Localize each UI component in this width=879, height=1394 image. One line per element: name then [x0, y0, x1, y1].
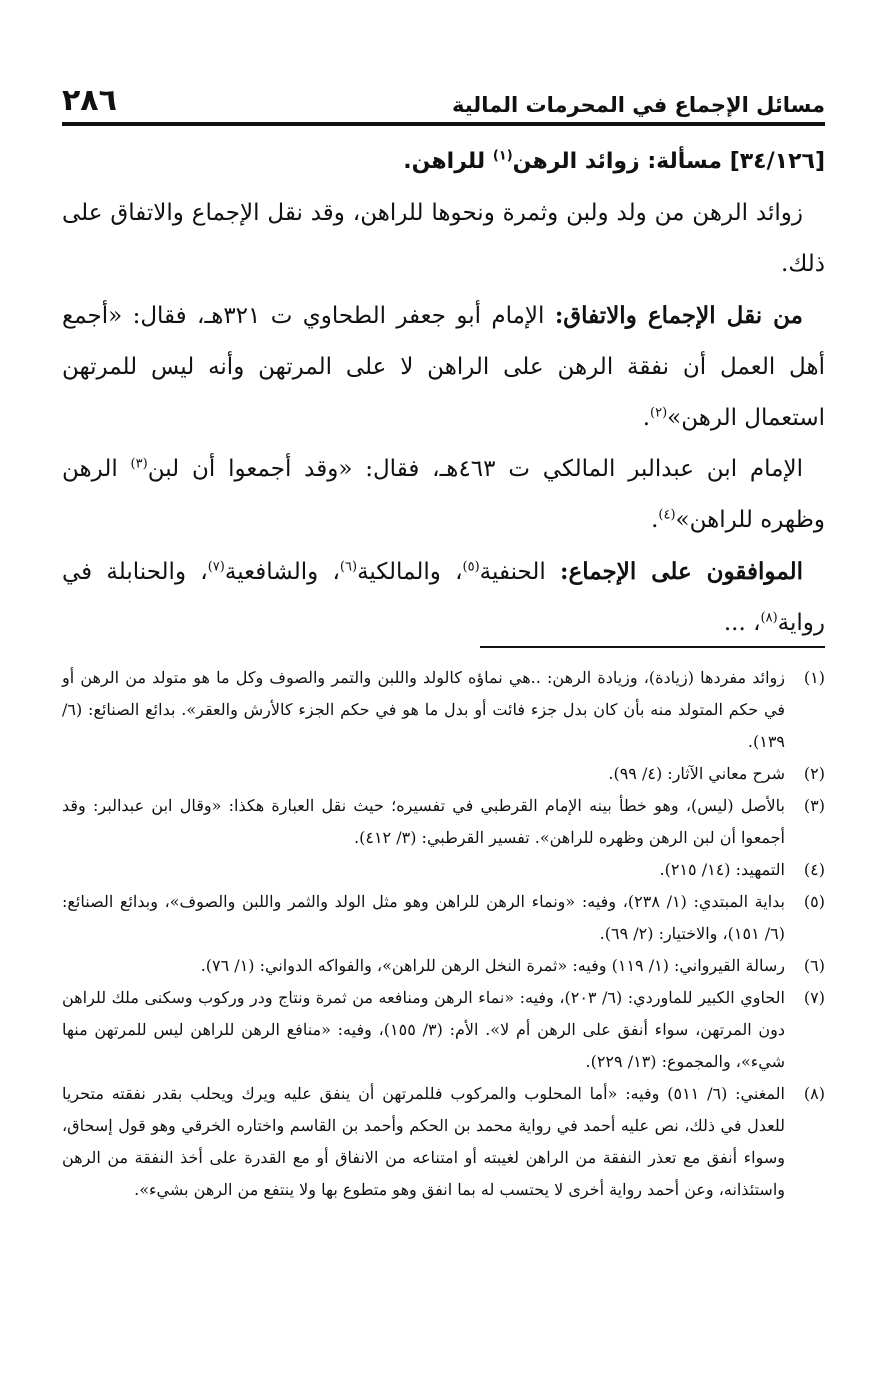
issue-heading-main: [٣٤/١٢٦] مسألة: زوائد الرهن — [512, 149, 825, 174]
footnote-text: زوائد مفردها (زيادة)، وزيادة الرهن: ..هي نماؤه كالولد واللبن والتمر والصوف وكل ما هو متولد من الرهن أو في حكم المتولد منه بأن كان بدل جزء فائت أو بدل ما هو في حكم الجزء كالأرش والعقر». بدائع الصنائع: (٦/ ١٣٩). — [62, 668, 786, 751]
footnote-number: (٣) — [803, 796, 825, 815]
footnote — [62, 886, 825, 950]
footnote-ref: (٢) — [650, 405, 668, 421]
text-end: ، ... — [723, 610, 761, 636]
footnote-ref: (٥) — [462, 559, 480, 575]
page-header — [62, 70, 825, 126]
footnote-ref: (٧) — [207, 559, 225, 575]
text-ibn-abdulbarr: الإمام ابن عبدالبر المالكي ت ٤٦٣هـ، فقال: «وقد أجمعوا أن لبن — [147, 456, 803, 482]
footnote-number: (٥) — [803, 892, 825, 911]
footnote — [62, 1078, 825, 1206]
footnote — [62, 854, 825, 886]
footnote-ref: (٤) — [658, 507, 676, 523]
lead-agreeing: الموافقون على الإجماع: — [560, 558, 804, 585]
paragraph-transmitters — [62, 290, 825, 444]
footnote-text: شرح معاني الآثار: (٤/ ٩٩). — [608, 764, 785, 783]
footnote-ref: (١) — [492, 148, 513, 164]
footnote-ref: (٨) — [760, 610, 778, 626]
book-page — [62, 0, 825, 1394]
footnote-text: بداية المبتدي: (١/ ٢٣٨)، وفيه: «ونماء الرهن للراهن وهو مثل الولد والثمر واللبن والصوف»، وبدائع الصنائع: (٦/ ١٥١)، والاختيار: (٢/ ٦٩). — [62, 892, 786, 943]
text-hanafi: الحنفية — [479, 559, 561, 585]
footnote-text: رسالة القيرواني: (١/ ١١٩) وفيه: «ثمرة النخل الرهن للراهن»، والفواكه الدواني: (١/ ٧٦). — [200, 956, 785, 975]
text-ibn-abdulbarr-cont: الرهن وظهره للراهن» — [62, 456, 825, 533]
running-title: مسائل الإجماع في المحرمات المالية — [452, 93, 825, 117]
text-tahawi: الإمام أبو جعفر الطحاوي ت ٣٢١هـ، فقال: «أجمع أهل العمل أن نفقة الرهن على الراهن لا على المرتهن وأنه ليس للمرتهن استعمال الرهن» — [62, 303, 825, 431]
issue-heading — [62, 138, 825, 186]
issue-heading-end: للراهن. — [403, 149, 493, 174]
page-number: ٢٨٦ — [62, 83, 117, 118]
footnote — [62, 758, 825, 790]
footnote — [62, 662, 825, 758]
text-end: . — [642, 405, 651, 431]
footnote-text: الحاوي الكبير للماوردي: (٦/ ٢٠٣)، وفيه: «نماء الرهن ومنافعه من ثمرة ونتاج ودر وركوب وسكنى ملك للراهن دون المرتهن، سواء أنفق على الرهن أم لا». الأم: (٣/ ١٥٥)، وفيه: «منافع الرهن للراهن ليس للمرتهن منها شيء»، والمجموع: (١٣/ ٢٢٩). — [62, 988, 786, 1071]
footnote-number: (١) — [803, 668, 825, 687]
footnote — [62, 982, 825, 1078]
footnote-separator — [480, 646, 825, 648]
footnote-number: (٧) — [803, 988, 825, 1007]
footnote-number: (٢) — [803, 764, 825, 783]
main-text — [62, 138, 825, 649]
footnote-number: (٤) — [803, 860, 825, 879]
lead-transmitters: من نقل الإجماع والاتفاق: — [554, 302, 804, 329]
footnote-number: (٨) — [803, 1084, 825, 1103]
footnote-text: بالأصل (ليس)، وهو خطأ بينه الإمام القرطبي في تفسيره؛ حيث نقل العبارة هكذا: «وقال ابن عبدالبر: وقد أجمعوا أن لبن الرهن وظهره للراهن». تفسير القرطبي: (٣/ ٤١٢). — [62, 796, 785, 847]
footnote — [62, 790, 825, 854]
footnotes — [62, 662, 825, 1206]
text-end: . — [651, 507, 659, 533]
paragraph-ruling: زوائد الرهن من ولد ولبن وثمرة ونحوها للراهن، وقد نقل الإجماع والاتفاق على ذلك. — [62, 200, 825, 277]
text-shafii: ، والشافعية — [224, 559, 340, 585]
text-maliki: ، والمالكية — [357, 559, 463, 585]
footnote-ref: (٣) — [130, 456, 148, 472]
footnote-number: (٦) — [803, 956, 825, 975]
footnote-ref: (٦) — [339, 559, 358, 575]
paragraph-agreeing — [62, 546, 825, 649]
paragraph-ibn-abdulbarr — [62, 444, 825, 546]
footnote — [62, 950, 825, 982]
footnote-text: المغني: (٦/ ٥١١) وفيه: «أما المحلوب والمركوب فللمرتهن أن ينفق عليه ويرك ويحلب بقدر نفقته متحريا للعدل في ذلك، نص عليه أحمد في رواية محمد بن الحكم وأحمد بن القاسم واختاره الخرقي وهو قول إسحاق، وسواء أنفق مع تعذر النفقة من الراهن لغيبته أو امتناعه من الانفاق أو مع القدرة على أخذ النفقة من الرهن واستئذانه، وعن أحمد رواية أخرى لا يحتسب له بما انفق وهو متطوع بها ولا ينتفع من الرهن بشيء». — [62, 1084, 786, 1199]
footnote-text: التمهيد: (١٤/ ٢١٥). — [659, 860, 785, 879]
text-hanbali: ، والحنابلة في رواية — [62, 559, 825, 636]
